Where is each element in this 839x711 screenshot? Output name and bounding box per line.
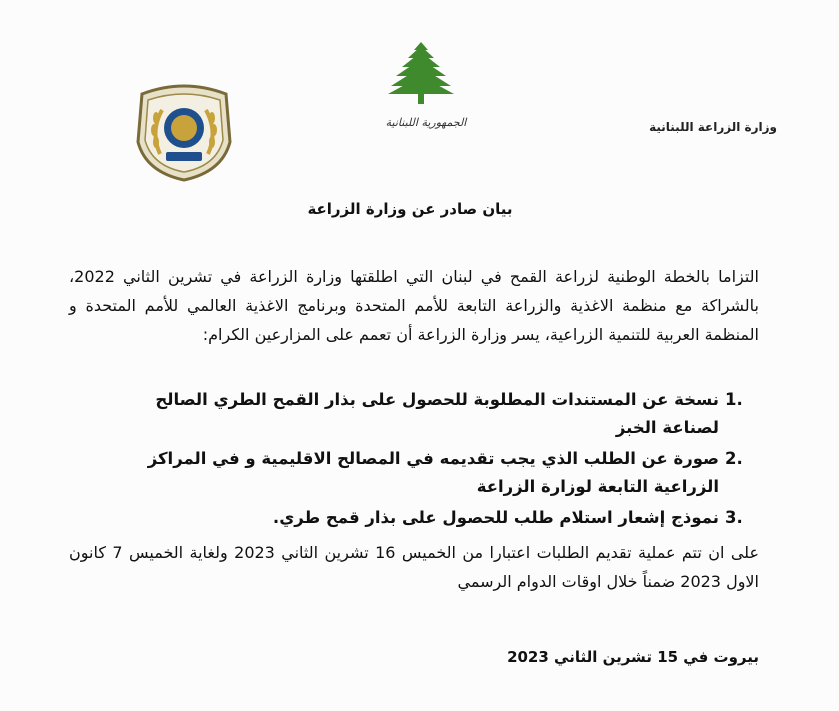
list-item-text: نموذج إشعار استلام طلب للحصول على بذار قمح طري. — [272, 508, 719, 527]
closing-paragraph: على ان تتم عملية تقديم الطلبات اعتبارا من الخميس 16 تشرين الثاني 2023 ولغاية الخميس 7 كانون الاول 2023 ضمناً خلال اوقات الدوام الرسمي — [69, 543, 760, 591]
agriculture-emblem-icon — [132, 82, 236, 182]
list-item-number: 3. — [725, 508, 743, 527]
list-item — [99, 504, 759, 532]
attachments-list — [99, 386, 759, 535]
republic-logo-block — [376, 40, 476, 140]
document-title: بيان صادر عن وزارة الزراعة — [307, 200, 513, 218]
list-item-number: 2. — [725, 449, 743, 468]
ministry-name: وزارة الزراعة اللبنانية — [649, 120, 777, 134]
list-item — [99, 386, 759, 442]
republic-name: الجمهورية اللبنانية — [385, 116, 467, 129]
intro-paragraph: التزاما بالخطة الوطنية لزراعة القمح في لبنان التي اطلقتها وزارة الزراعة في تشرين الثاني 2022، بالشراكة مع منظمة الاغذية والزراعة التابعة للأمم المتحدة وبرنامج الاغذية العالمي للأمم المتحدة و المنظمة العربية للتنمية الزراعية، يسر وزارة الزراعة أن تعمم على المزارعين الكرام: — [69, 267, 759, 344]
list-item — [99, 445, 759, 501]
list-item-text: صورة عن الطلب الذي يجب تقديمه في المصالح الاقليمية و في المراكز الزراعية التابعة لوزارة الزراعة — [147, 449, 719, 496]
list-item-number: 1. — [725, 390, 743, 409]
cedar-tree-icon — [386, 40, 456, 106]
list-item-text: نسخة عن المستندات المطلوبة للحصول على بذار القمح الطري الصالح لصناعة الخبز — [155, 390, 719, 437]
date-line: بيروت في 15 تشرين الثاني 2023 — [507, 648, 759, 666]
